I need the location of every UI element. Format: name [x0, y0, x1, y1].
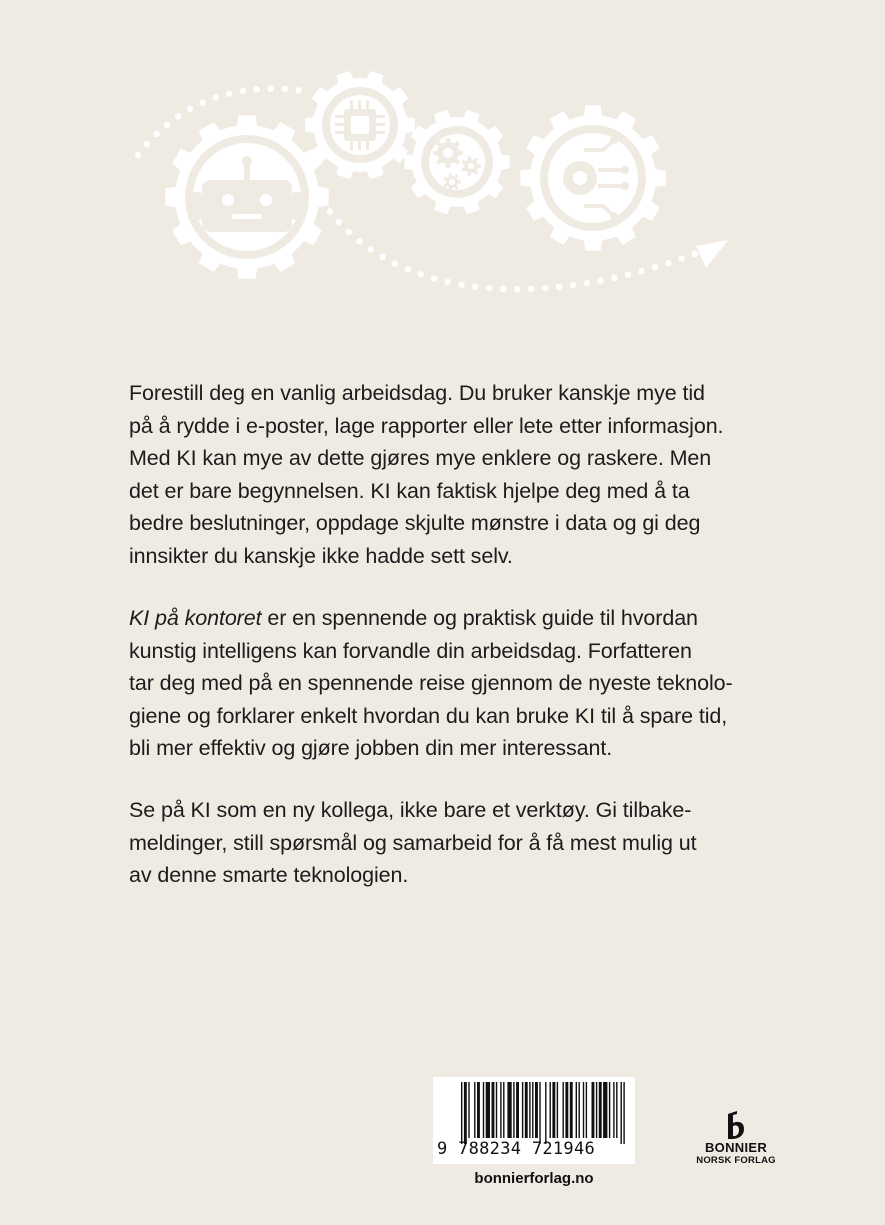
barcode-bar — [496, 1082, 497, 1138]
barcode-bar — [609, 1082, 610, 1138]
barcode-bar — [596, 1082, 597, 1138]
barcode-bar — [570, 1082, 573, 1138]
barcode-bar — [623, 1082, 624, 1144]
barcode-bar — [532, 1082, 533, 1138]
gears-illustration — [0, 0, 885, 330]
barcode-bar — [500, 1082, 501, 1138]
barcode-bar — [529, 1082, 530, 1138]
publisher-website: bonnierforlag.no — [474, 1170, 594, 1187]
barcode-bar — [599, 1082, 602, 1138]
barcode-bar — [550, 1082, 551, 1138]
barcode-bar — [592, 1082, 595, 1138]
barcode-bar — [552, 1082, 555, 1138]
barcode-bar — [545, 1082, 546, 1144]
barcode-bar — [576, 1082, 577, 1138]
barcode-bar — [503, 1082, 504, 1138]
blurb-line: meldinger, still spørsmål og samarbeid for å få mest mulig ut — [129, 830, 697, 855]
barcode-bar — [557, 1082, 558, 1138]
isbn-barcode — [433, 1077, 635, 1164]
barcode-bar — [535, 1082, 538, 1138]
barcode-bar — [516, 1082, 519, 1138]
barcode-bar — [621, 1082, 622, 1144]
barcode-bar — [461, 1082, 462, 1144]
barcode-bar — [586, 1082, 587, 1138]
barcode-bar — [492, 1082, 495, 1138]
blurb-line: giene og forklarer enkelt hvordan du kan bruke KI til å spare tid, — [129, 703, 728, 728]
blurb-line — [129, 602, 769, 635]
barcode-bar — [613, 1082, 614, 1138]
barcode-bar — [464, 1082, 467, 1144]
blurb-line: Se på KI som en ny kollega, ikke bare et verktøy. Gi tilbake- — [129, 798, 692, 822]
barcode-bar — [477, 1082, 480, 1138]
barcode-bar — [507, 1082, 511, 1138]
blurb-line: det er bare begynnelsen. KI kan faktisk hjelpe deg med å ta — [129, 478, 690, 503]
barcode-bar — [474, 1082, 475, 1138]
book-title: KI på kontoret — [129, 606, 262, 630]
barcode-bar — [522, 1082, 523, 1138]
barcode-bar — [563, 1082, 564, 1138]
isbn-number: 9 788234 721946 — [437, 1139, 596, 1159]
publisher-name: BONNIER — [704, 1140, 768, 1155]
blurb-line: på å rydde i e-poster, lage rapporter eller lete etter informasjon. — [129, 413, 724, 438]
blurb-line: innsikter du kanskje ikke hadde sett selv. — [129, 543, 513, 568]
barcode-bar — [468, 1082, 469, 1138]
barcode-bar — [539, 1082, 540, 1144]
arrow-head — [696, 240, 728, 268]
blurb-line: bedre beslutninger, oppdage skjulte mønstre i data og gi deg — [129, 511, 701, 535]
blurb-line: bli mer effektiv og gjøre jobben din mer interessant. — [129, 736, 613, 760]
publisher-subtitle: NORSK FORLAG — [696, 1155, 776, 1166]
barcode-bar — [565, 1082, 568, 1138]
blurb-paragraph-2 — [129, 602, 769, 765]
bonnier-b-icon — [723, 1110, 749, 1140]
barcode-bar — [513, 1082, 514, 1138]
blurb-paragraph-3 — [129, 794, 769, 892]
publisher-logo — [693, 1110, 779, 1166]
blurb-line: av denne smarte teknologien. — [129, 863, 409, 887]
barcode-bar — [583, 1082, 584, 1138]
blurb-line: tar deg med på en spennende reise gjennom de nyeste teknolo- — [129, 671, 733, 695]
barcode-bar — [603, 1082, 607, 1138]
blurb-line-rest: er en spennende og praktisk guide til hvordan — [261, 606, 698, 630]
blurb-line: kunstig intelligens kan forvandle din arbeidsdag. Forfatteren — [129, 638, 692, 663]
barcode-bar — [525, 1082, 528, 1138]
barcode-bar — [483, 1082, 484, 1138]
barcode-bar — [486, 1082, 490, 1138]
barcode-bar — [616, 1082, 617, 1138]
blurb-line: Forestill deg en vanlig arbeidsdag. Du bruker kanskje mye tid — [129, 381, 705, 405]
blurb-paragraph-1 — [129, 377, 769, 572]
barcode-bar — [579, 1082, 580, 1138]
blurb-line: Med KI kan mye av dette gjøres mye enklere og raskere. Men — [129, 446, 712, 470]
